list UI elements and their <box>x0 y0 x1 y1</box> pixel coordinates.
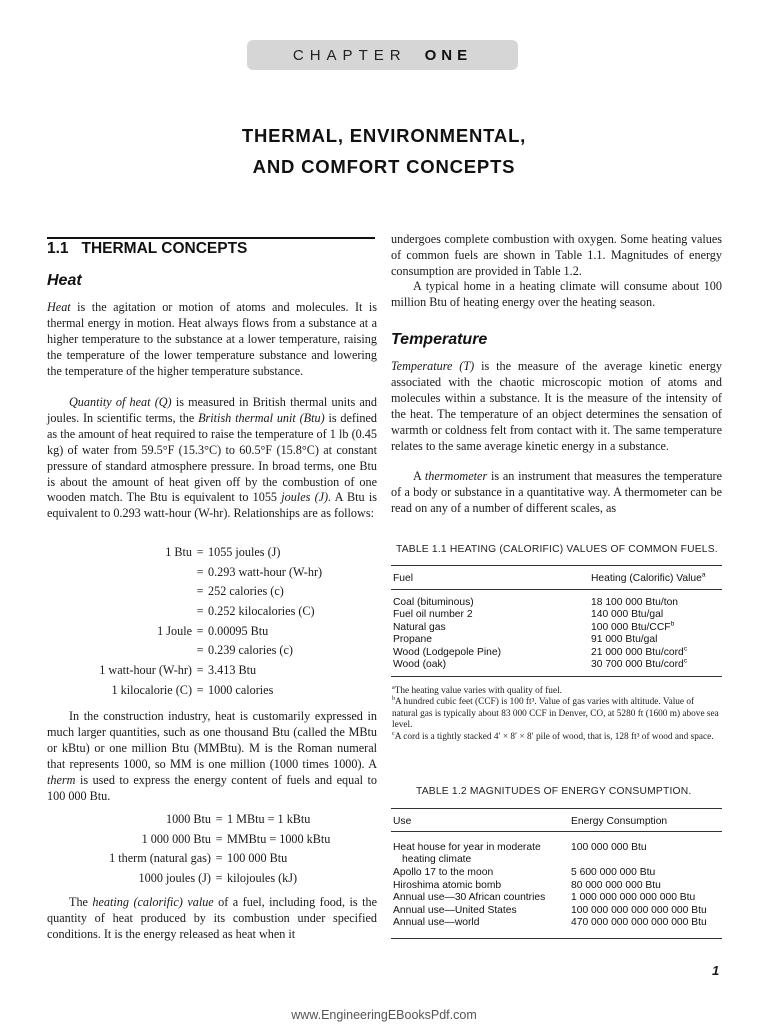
table-2-header-rule <box>391 831 722 832</box>
table-row: Natural gas 100 000 Btu/CCF$^b$ <box>393 620 675 633</box>
table-row: Annual use—United States 100 000 000 000 000 000 Btu <box>393 904 707 916</box>
table-1-top-rule <box>391 565 722 566</box>
table-row: Wood (Lodgepole Pine) 21 000 000 Btu/cord$^c$ <box>393 645 688 658</box>
page-number: 1 <box>712 963 720 978</box>
heat-paragraph-1: Heat is the agitation or motion of atoms and molecules. It is thermal energy in motion. Heat always flows from a substance at a higher temperature to the substance at a lower temperature, raising the temperature of the lower temperature substance and lowering the temperature of the higher temperature substance. <box>47 300 377 378</box>
heat-heading: Heat <box>47 272 82 289</box>
chapter-number: ONE <box>424 46 473 64</box>
footnote: $^c$A cord is a tightly stacked 4′ × 8′ × 8′ pile of wood, that is, 128 ft³ of wood and space. <box>392 730 714 742</box>
equation-row: = 0.252 kilocalories (C) <box>196 604 315 619</box>
table-row: Wood (oak) 30 700 000 Btu/cord$^c$ <box>393 657 688 670</box>
table-2-body <box>393 842 722 930</box>
table-2-caption: TABLE 1.2 MAGNITUDES OF ENERGY CONSUMPTION. <box>416 786 692 797</box>
section-number: 1.1 <box>47 240 69 257</box>
table-row: Annual use—30 African countries 1 000 000 000 000 000 Btu <box>393 892 696 904</box>
table-2-header-energy: Energy Consumption <box>571 816 668 827</box>
table-1-header-value: Heating (Calorific) Value$^a$ <box>591 571 706 584</box>
table-row: Hiroshima atomic bomb 80 000 000 000 Btu <box>393 879 661 891</box>
right-paragraph-2: A typical home in a heating climate will consume about 100 million Btu of heating energy over the heating season. <box>391 279 722 309</box>
temperature-paragraph-1: Temperature (T) is the measure of the average kinetic energy associated with the chaotic microscopic motion of atoms and molecules within a substance. It is the measure of the intensity of the heat. The temperature of an object determines the sensation of warmth or coldness felt from contact with it. The same temperature relates to the same average kinetic energy in a substance. <box>391 359 722 453</box>
chapter-label: CHAPTER <box>292 46 407 64</box>
table-1-header-fuel: Fuel <box>393 573 414 584</box>
chapter-tab <box>247 40 518 70</box>
footer-url[interactable]: www.EngineeringEBooksPdf.com <box>291 1008 477 1022</box>
table-2-header-use: Use <box>393 816 412 827</box>
equation-row: 1000 Btu = 1 MBtu = 1 kBtu <box>165 812 311 826</box>
heat-paragraph-3: In the construction industry, heat is customarily expressed in much larger quantities, such as one thousand Btu (called the MBtu or kBtu) or one million Btu (MMBtu). M is the Roman numeral that represents 1000, so MM is one million (1000 times 1000). A therm is used to express the energy content of fuels and equal to 100 000 Btu. <box>47 709 377 803</box>
table-row: Annual use—world 470 000 000 000 000 000 Btu <box>393 917 707 929</box>
table-row: Fuel oil number 2 140 000 Btu/gal <box>393 609 664 621</box>
table-row: Coal (bituminous) 18 100 000 Btu/ton <box>393 597 679 608</box>
equation-row: 1 watt-hour (W-hr) = 3.413 Btu <box>99 663 257 678</box>
heat-paragraph-4: The heating (calorific) value of a fuel, including food, is the quantity of heat produced by its combustion under specified conditions. It is the energy released as heat when it <box>47 895 377 941</box>
table-1-caption: TABLE 1.1 HEATING (CALORIFIC) VALUES OF COMMON FUELS. <box>396 544 718 555</box>
equation-row: 1 Joule = 0.00095 Btu <box>157 623 269 638</box>
table-1-bottom-rule <box>391 676 722 677</box>
equations-btu <box>47 543 377 701</box>
chapter-title-line-1: THERMAL, ENVIRONMENTAL, <box>241 125 527 146</box>
heat-term: Heat <box>47 300 71 314</box>
equation-row: = 252 calories (c) <box>196 584 284 599</box>
equation-row: 1 000 000 Btu = MMBtu = 1000 kBtu <box>141 831 331 846</box>
section-title: THERMAL CONCEPTS <box>81 240 248 257</box>
table-row: Apollo 17 to the moon 5 600 000 000 Btu <box>393 867 656 878</box>
temperature-heading: Temperature <box>391 331 488 348</box>
table-1-body <box>393 597 722 671</box>
footnote: $^a$The heating value varies with quality of fuel. <box>392 684 562 696</box>
temperature-paragraph-2: A thermometer is an instrument that measures the temperature of a body or substance in a quantitative way. A thermometer can be read on any of a number of different scales, as <box>391 469 723 515</box>
equations-therm <box>47 810 377 889</box>
right-paragraph-1: undergoes complete combustion with oxygen. Some heating values of common fuels are shown in Table 1.1. Magnitudes of energy consumption are provided in Table 1.2. <box>391 232 722 278</box>
table-2-bottom-rule <box>391 938 722 939</box>
footnote: $^b$A hundred cubic feet (CCF) is 100 ft³. Value of gas varies with altitude. Value of natural gas is typically about 83 000 CCF in Denver, CO, at 5280 ft (1600 m) above sea level. <box>392 696 719 731</box>
table-1-footnotes <box>392 686 722 743</box>
equation-row: 1 therm (natural gas) = 100 000 Btu <box>109 851 288 866</box>
section-rule <box>47 237 375 239</box>
table-row: Propane 91 000 Btu/gal <box>393 634 658 646</box>
table-2-top-rule <box>391 808 722 809</box>
equation-row: 1 Btu = 1055 joules (J) <box>165 545 281 559</box>
equation-row: = 0.239 calories (c) <box>196 643 293 658</box>
heat-paragraph-2: Quantity of heat (Q) is measured in British thermal units and joules. In scientific terms, the British thermal unit (Btu) is defined as the amount of heat required to raise the temperature of 1 lb (0.45 kg) of water from 59.5°F (15.3°C) to 60.5°F (15.8°C) at constant pressure of standard atmosphere pressure. In broad terms, one Btu is about the amount of heat given off by the combustion of one wooden match. The Btu is equivalent to 1055 joules (J). A Btu is equivalent to 0.293 watt-hour (W-hr). Relationships are as follows: <box>47 395 377 521</box>
equation-row: 1 kilocalorie (C) = 1000 calories <box>111 682 274 697</box>
section-heading <box>47 240 247 258</box>
table-row: Heat house for year in moderate heating climate 100 000 000 Btu <box>393 842 647 866</box>
chapter-title-line-2: AND COMFORT CONCEPTS <box>252 156 516 177</box>
equation-row: 1000 joules (J) = kilojoules (kJ) <box>138 871 298 886</box>
table-1-header-rule <box>391 589 722 590</box>
equation-row: = 0.293 watt-hour (W-hr) <box>196 564 323 579</box>
